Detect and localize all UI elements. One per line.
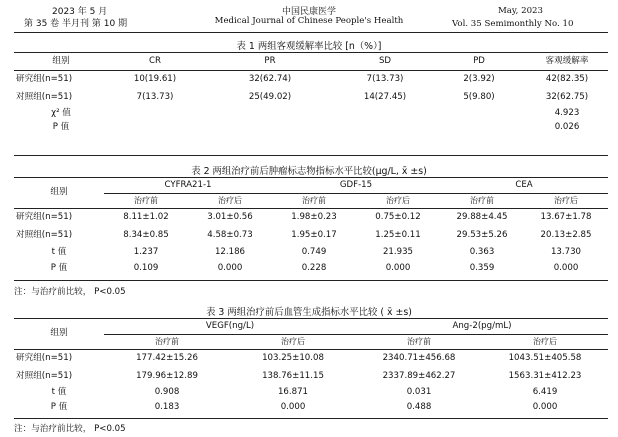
table-row	[14, 349, 608, 367]
table-cell: 14(27.45)	[363, 91, 407, 102]
column-group-header: Ang-2(pg/mL)	[452, 320, 512, 331]
table-cell	[202, 120, 338, 134]
table2-bottom-rule	[14, 280, 608, 281]
table-cell: 21.935	[382, 246, 414, 257]
table-cell: 2(3.92)	[463, 73, 495, 84]
table-cell: 103.25±10.08	[262, 352, 324, 363]
table-cell: 1.95±0.17	[291, 229, 337, 240]
row-label: t 值	[51, 387, 67, 398]
table-cell: 0.488	[406, 402, 432, 413]
table-row	[14, 88, 608, 106]
row-label: 对照组(n=51)	[16, 229, 73, 240]
table-cell: 10(19.61)	[133, 73, 177, 84]
table-cell: 32(62.74)	[248, 73, 292, 84]
table-cell: 177.42±15.26	[136, 352, 198, 363]
group-header: 组别	[14, 319, 104, 349]
row-label: 研究组(n=51)	[16, 211, 73, 222]
table-cell: 8.34±0.85	[123, 229, 169, 240]
column-header: 客观缓解率	[545, 56, 589, 67]
table1-top-rule	[14, 52, 608, 53]
table-row	[14, 226, 608, 244]
subheader-after: 治疗后	[482, 334, 608, 349]
table-cell: 16.871	[277, 387, 309, 398]
row-label: 对照组(n=51)	[16, 91, 73, 102]
table1-caption: 表 1 两组客观缓解率比较 [n（%）]	[236, 41, 382, 52]
row-label: 研究组(n=51)	[16, 73, 73, 84]
table-cell: 0.000	[385, 262, 411, 273]
table-cell: 5(9.80)	[463, 91, 495, 102]
table-row	[14, 367, 608, 385]
row-label: 对照组(n=51)	[16, 370, 73, 381]
table2-footnote: 注：与治疗前比较， P<0.05	[14, 287, 126, 297]
table-cell: 0.000	[553, 262, 579, 273]
table1-bottom-rule	[14, 155, 608, 156]
subheader-before: 治疗前	[356, 334, 482, 349]
column-group-header: GDF-15	[339, 179, 373, 190]
table-row	[14, 208, 608, 226]
issue-date: 2023 年 5 月	[52, 7, 108, 17]
table-cell: 25(49.02)	[248, 91, 292, 102]
table-cell: 29.53±5.26	[456, 229, 508, 240]
table-cell	[108, 106, 202, 120]
subheader-before: 治疗前	[272, 193, 356, 208]
table-cell: 29.88±4.45	[456, 211, 508, 222]
journal-title-en: Medical Journal of Chinese People's Health	[214, 16, 404, 26]
table-row	[14, 70, 608, 88]
table-cell: 1.25±0.11	[375, 229, 421, 240]
row-label: P 值	[50, 402, 68, 413]
table-cell: 0.000	[532, 402, 558, 413]
table-row	[14, 400, 608, 415]
table-cell: 1.237	[133, 246, 159, 257]
table-cell	[202, 106, 338, 120]
subheader-before: 治疗前	[440, 193, 524, 208]
table-cell: 1043.51±405.58	[508, 352, 582, 363]
row-label: P 值	[52, 121, 70, 132]
table-cell: 0.228	[301, 262, 327, 273]
header-rule	[14, 32, 608, 33]
subheader-after: 治疗后	[188, 193, 272, 208]
table-cell	[108, 120, 202, 134]
table-cell: 13.67±1.78	[540, 211, 592, 222]
table-cell: 0.749	[301, 246, 327, 257]
table-row	[14, 244, 608, 260]
table-cell: 0.75±0.12	[375, 211, 421, 222]
table-cell: 0.363	[469, 246, 495, 257]
table-cell	[338, 106, 432, 120]
group-header: 组别	[14, 178, 104, 208]
table-cell: 13.730	[550, 246, 582, 257]
table3-footnote: 注：与治疗前比较， P<0.05	[14, 424, 126, 434]
table-cell: 0.359	[469, 262, 495, 273]
table-row	[14, 106, 608, 120]
column-header: PD	[473, 56, 485, 67]
issue-volume: 第 35 卷 半月刊 第 10 期	[24, 19, 128, 29]
table-cell: 32(62.75)	[545, 91, 589, 102]
row-label: χ² 值	[51, 107, 71, 118]
subheader-after: 治疗后	[230, 334, 356, 349]
table-row	[14, 120, 608, 134]
issue-date-en: May, 2023	[498, 6, 543, 16]
column-header: SD	[378, 56, 392, 67]
row-label: 研究组(n=51)	[16, 352, 73, 363]
issue-volume-en: Vol. 35 Semimonthly No. 10	[452, 19, 574, 29]
table-cell: 42(82.35)	[545, 73, 589, 84]
table-cell: 8.11±1.02	[123, 211, 169, 222]
table3-bottom-rule	[14, 418, 608, 419]
table-cell: 4.58±0.73	[207, 229, 253, 240]
column-header: 组别	[52, 56, 70, 67]
subheader-after: 治疗后	[356, 193, 440, 208]
column-group-header: CEA	[515, 179, 533, 190]
table-cell: 0.109	[133, 262, 159, 273]
subheader-before: 治疗前	[104, 334, 230, 349]
table-cell: 6.419	[532, 387, 558, 398]
table1	[14, 54, 608, 134]
subheader-after: 治疗后	[524, 193, 608, 208]
table-cell: 1563.31±412.23	[508, 370, 582, 381]
table-cell: 0.000	[217, 262, 243, 273]
table-row	[14, 260, 608, 276]
table-cell: 12.186	[214, 246, 246, 257]
table-cell: 1.98±0.23	[291, 211, 337, 222]
table-cell: 0.000	[280, 402, 306, 413]
table-cell: 0.183	[154, 402, 180, 413]
table-cell: 3.01±0.56	[207, 211, 253, 222]
table-cell: 7(13.73)	[136, 91, 174, 102]
table-cell: 0.908	[154, 387, 180, 398]
column-group-header: CYFRA21-1	[164, 179, 212, 190]
table-cell: 2337.89±462.27	[382, 370, 456, 381]
column-header: PR	[264, 56, 276, 67]
table2	[14, 178, 608, 276]
table3-caption: 表 3 两组治疗前后血管生成指标水平比较 ( x̄ ±s)	[206, 307, 412, 318]
table-cell	[338, 120, 432, 134]
subheader-before: 治疗前	[104, 193, 188, 208]
table-cell: 0.026	[554, 121, 580, 132]
column-header: CR	[149, 56, 161, 67]
table-cell: 20.13±2.85	[540, 229, 592, 240]
table-cell: 4.923	[554, 107, 580, 118]
table-cell: 7(13.73)	[366, 73, 404, 84]
table-cell: 2340.71±456.68	[382, 352, 456, 363]
row-label: t 值	[51, 246, 67, 257]
table-cell: 138.76±11.15	[262, 370, 324, 381]
table-header-row	[14, 54, 608, 70]
table3	[14, 319, 608, 415]
table-row	[14, 385, 608, 400]
table-cell: 0.031	[406, 387, 432, 398]
journal-title-cn: 中国民康医学	[281, 7, 336, 17]
column-group-header: VEGF(ng/L)	[205, 320, 255, 331]
row-label: P 值	[50, 262, 68, 273]
table2-caption: 表 2 两组治疗前后肿瘤标志物指标水平比较(μg/L, x̄ ±s)	[191, 166, 427, 177]
table-cell	[432, 106, 526, 120]
table-cell	[432, 120, 526, 134]
table-cell: 179.96±12.89	[136, 370, 198, 381]
